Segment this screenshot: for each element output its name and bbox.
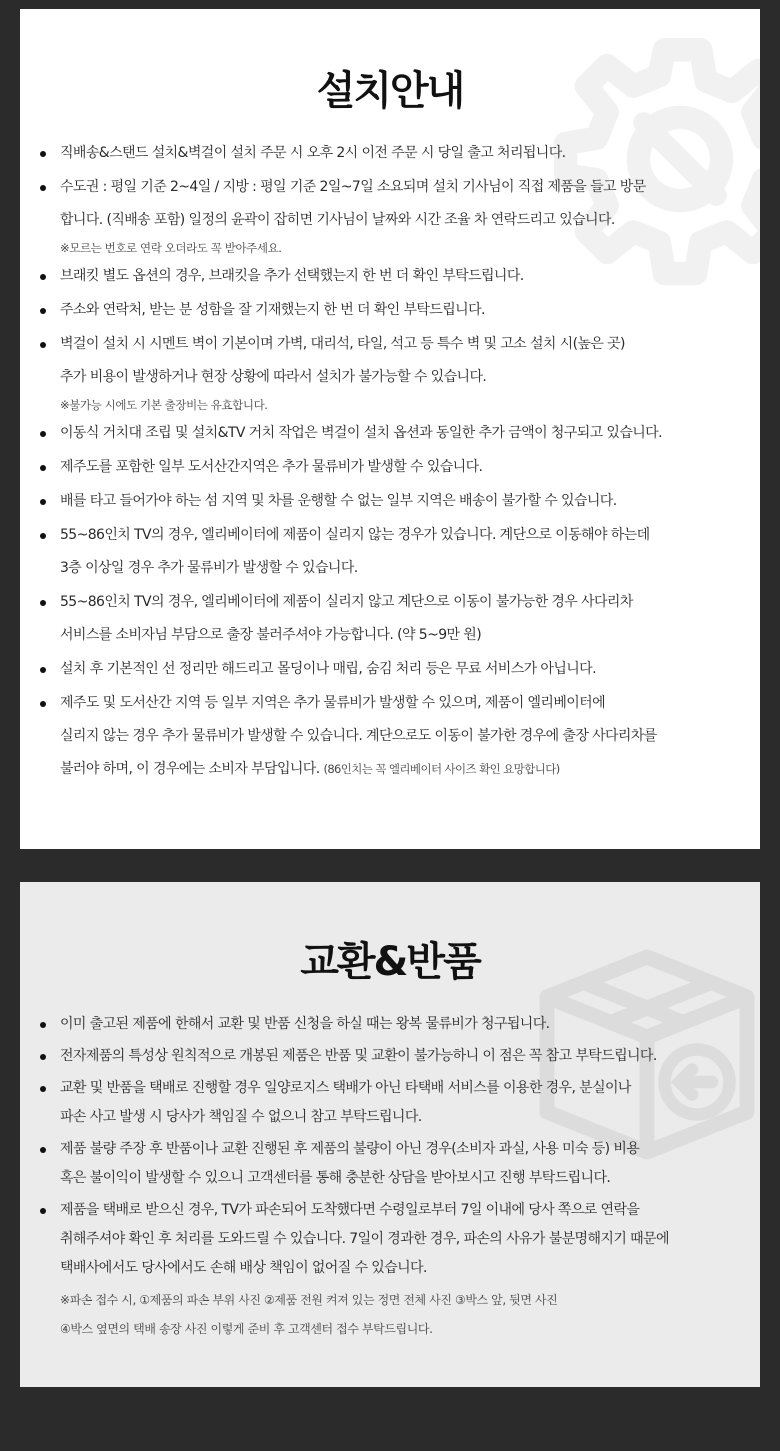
note-item bbox=[38, 417, 748, 450]
note-line: 파손 사고 발생 시 당사가 책임질 수 없으니 참고 부탁드립니다. bbox=[60, 1109, 422, 1125]
note-line: 합니다. (직배송 포함) 일정의 윤곽이 잡히면 기사님이 날짜와 시간 조율 차 연락드리고 있습니다. bbox=[60, 212, 615, 228]
note-item bbox=[38, 260, 748, 293]
install-guide-panel bbox=[20, 9, 760, 849]
note-line: 취해주셔야 확인 후 처리를 도와드릴 수 있습니다. 7일이 경과한 경우, 파손의 사유가 불분명해지기 때문에 bbox=[60, 1231, 669, 1247]
note-line: 혹은 불이익이 발생할 수 있으니 고객센터를 통해 충분한 상담을 받아보시고 진행 부탁드립니다. bbox=[60, 1170, 611, 1186]
note-item bbox=[38, 328, 748, 416]
footnote-line: ④박스 옆면의 택배 송장 사진 이렇게 준비 후 고객센터 접수 부탁드립니다. bbox=[60, 1322, 433, 1336]
note-line: 서비스를 소비자님 부담으로 출장 불러주셔야 가능합니다. (약 5~9만 원) bbox=[60, 627, 482, 643]
note-line: 벽걸이 설치 시 시멘트 벽이 기본이며 가벽, 대리석, 타일, 석고 등 특수 벽 및 고소 설치 시(높은 곳) bbox=[60, 336, 625, 352]
note-item bbox=[38, 137, 748, 170]
install-guide-title: 설치안내 bbox=[316, 68, 464, 114]
note-line: 제주도 및 도서산간 지역 등 일부 지역은 추가 물류비가 발생할 수 있으며, 제품이 엘리베이터에 bbox=[60, 695, 606, 711]
exchange-footnote bbox=[38, 1286, 748, 1344]
note-line: 실리지 않는 경우 추가 물류비가 발생할 수 있습니다. 계단으로도 이동이 불가한 경우에 출장 사다리차를 bbox=[60, 728, 657, 744]
note-aside: (86인치는 꼭 엘리베이터 사이즈 확인 요망합니다) bbox=[323, 762, 560, 776]
note-line: 주소와 연락처, 받는 분 성함을 잘 기재했는지 한 번 더 확인 부탁드립니다. bbox=[60, 302, 485, 318]
exchange-return-title: 교환&반품 bbox=[300, 939, 480, 985]
note-line bbox=[60, 753, 748, 786]
note-line: 브래킷 별도 옵션의 경우, 브래킷을 추가 선택했는지 한 번 더 확인 부탁드립니다. bbox=[60, 268, 524, 284]
note-remark: ※모르는 번호로 연락 오더라도 꼭 받아주세요. bbox=[60, 241, 282, 255]
note-item bbox=[38, 1074, 748, 1132]
note-item bbox=[38, 1042, 748, 1071]
note-item bbox=[38, 653, 748, 686]
note-item bbox=[38, 485, 748, 518]
note-item bbox=[38, 1135, 748, 1193]
note-line: 배를 타고 들어가야 하는 섬 지역 및 차를 운행할 수 없는 일부 지역은 배송이 불가할 수 있습니다. bbox=[60, 493, 617, 509]
note-line: 추가 비용이 발생하거나 현장 상황에 따라서 설치가 불가능할 수 있습니다. bbox=[60, 369, 487, 385]
note-line: 설치 후 기본적인 선 정리만 해드리고 몰딩이나 매립, 숨김 처리 등은 무료 서비스가 아닙니다. bbox=[60, 661, 596, 677]
note-line: 직배송&스탠드 설치&벽걸이 설치 주문 시 오후 2시 이전 주문 시 당일 출고 처리됩니다. bbox=[60, 145, 566, 161]
note-item bbox=[38, 687, 748, 786]
note-item bbox=[38, 294, 748, 327]
note-item bbox=[38, 1010, 748, 1039]
note-line: 택배사에서도 당사에서도 손해 배상 책임이 없어질 수 있습니다. bbox=[60, 1260, 427, 1276]
exchange-notes-list bbox=[38, 1010, 748, 1347]
note-line: 이미 출고된 제품에 한해서 교환 및 반품 신청을 하실 때는 왕복 물류비가 청구됩니다. bbox=[60, 1016, 550, 1032]
note-item bbox=[38, 171, 748, 259]
note-item bbox=[38, 451, 748, 484]
note-line: 이동식 거치대 조립 및 설치&TV 거치 작업은 벽걸이 설치 옵션과 동일한 추가 금액이 청구되고 있습니다. bbox=[60, 425, 662, 441]
note-line-text: 불러야 하며, 이 경우에는 소비자 부담입니다. bbox=[60, 761, 320, 777]
note-line: 55~86인치 TV의 경우, 엘리베이터에 제품이 실리지 않는 경우가 있습니다. 계단으로 이동해야 하는데 bbox=[60, 527, 650, 543]
note-line: 제주도를 포함한 일부 도서산간지역은 추가 물류비가 발생할 수 있습니다. bbox=[60, 459, 483, 475]
note-item bbox=[38, 1196, 748, 1283]
note-line: 수도권 : 평일 기준 2~4일 / 지방 : 평일 기준 2일~7일 소요되며 설치 기사님이 직접 제품을 들고 방문 bbox=[60, 179, 646, 195]
footnote-line: ※파손 접수 시, ①제품의 파손 부위 사진 ②제품 전원 켜져 있는 정면 전체 사진 ③박스 앞, 뒷면 사진 bbox=[60, 1293, 558, 1307]
note-line: 교환 및 반품을 택배로 진행할 경우 일양로지스 택배가 아닌 타택배 서비스를 이용한 경우, 분실이나 bbox=[60, 1080, 631, 1096]
note-remark: ※불가능 시에도 기본 출장비는 유효합니다. bbox=[60, 398, 268, 412]
note-item bbox=[38, 586, 748, 652]
note-line: 전자제품의 특성상 원칙적으로 개봉된 제품은 반품 및 교환이 불가능하니 이 점은 꼭 참고 부탁드립니다. bbox=[60, 1048, 657, 1064]
note-line: 제품 불량 주장 후 반품이나 교환 진행된 후 제품의 불량이 아닌 경우(소비자 과실, 사용 미숙 등) 비용 bbox=[60, 1141, 640, 1157]
note-line: 3층 이상일 경우 추가 물류비가 발생할 수 있습니다. bbox=[60, 560, 358, 576]
install-notes-list bbox=[38, 137, 748, 787]
exchange-return-panel bbox=[20, 882, 760, 1387]
note-item bbox=[38, 519, 748, 585]
note-line: 제품을 택배로 받으신 경우, TV가 파손되어 도착했다면 수령일로부터 7일 이내에 당사 쪽으로 연락을 bbox=[60, 1202, 640, 1218]
note-line: 55~86인치 TV의 경우, 엘리베이터에 제품이 실리지 않고 계단으로 이동이 불가능한 경우 사다리차 bbox=[60, 594, 633, 610]
